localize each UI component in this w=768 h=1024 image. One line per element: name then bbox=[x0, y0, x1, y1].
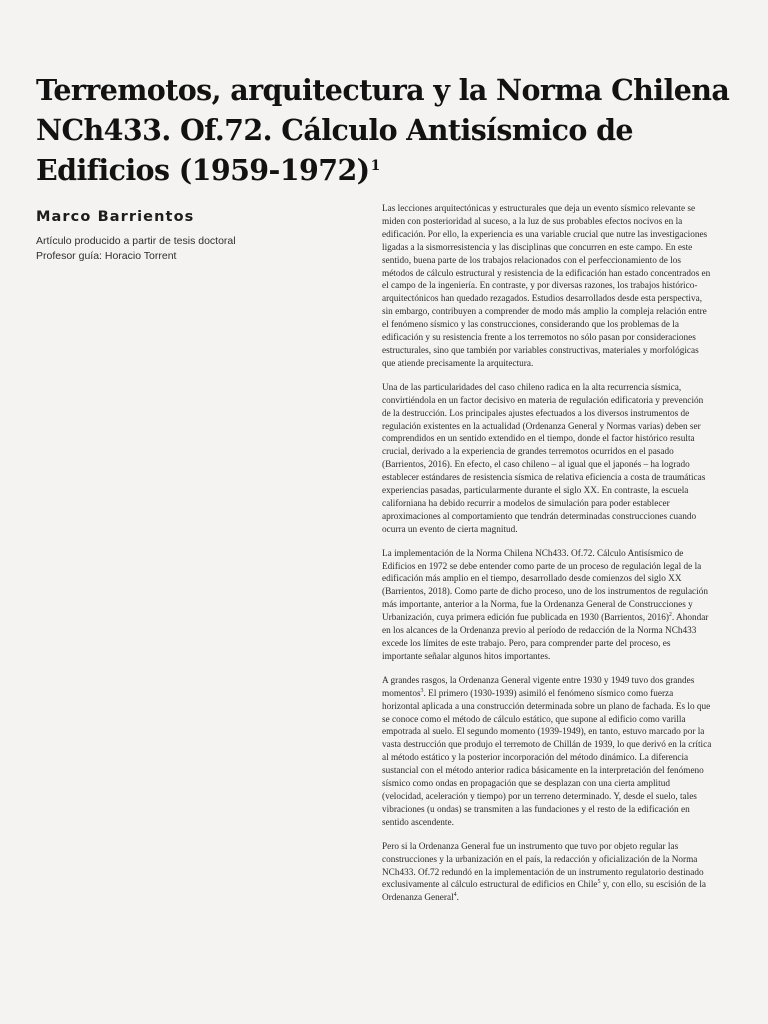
footnote-mark: 4 bbox=[453, 892, 457, 899]
paragraph-text: Una de las particularidades del caso chileno radica en la alta recurrencia sísmica, convirtiéndola en un factor decisivo en materia de regulación edificatoria y prevención de la destrucción. Los principales ajustes efectuados a los diversos instrumentos de regulación existentes en la actualidad (Ordenanza General y Normas varias) deben ser comprendidos en un sentido extendido en el tiempo, donde el factor histórico resulta crucial, derivado a la experiencia de grandes terremotos ocurridos en el pasado (Barrientos, 2016). En efecto, el caso chileno – al igual que el japonés – ha logrado establecer estándares de resistencia sísmica de relativa eficiencia a costa de traumáticas experiencias pasadas, particularmente durante el siglo XX. En contraste, la escuela californiana ha debido recurrir a modelos de simulación para poder establecer aproximaciones al comportamiento que tendrán determinadas construcciones cuando ocurra un evento de cierta magnitud. bbox=[382, 382, 706, 535]
paragraph bbox=[382, 548, 712, 664]
paragraph bbox=[382, 841, 712, 906]
body-text bbox=[382, 203, 712, 916]
page-title bbox=[36, 70, 736, 190]
footnote-mark: 2 bbox=[668, 612, 672, 619]
paragraph-text: Las lecciones arquitectónicas y estructurales que deja un evento sísmico relevante se miden con posterioridad al suceso, a la luz de sus probables efectos nocivos en la edificación. Por ello, la experiencia es una variable crucial que nutre las investigaciones ligadas a la sismorresistencia y las disciplinas que concurren en este campo. En este sentido, buena parte de los trabajos relacionados con el perfeccionamiento de los métodos de cálculo estructural y resistencia de la edificación han estado concentrados en el campo de la ingeniería. En contraste, y por diversas razones, los trabajos histórico-arquitectónicos han quedado rezagados. Estudios desarrollados desde esta perspectiva, sin embargo, contribuyen a comprender de modo más amplio la compleja relación entre el fenómeno sísmico y las construcciones, considerando que los problemas de la edificación y su resistencia frente a los terremotos no sólo pasan por consideraciones estructurales, sino que también por variables constructivas, materiales y morfológicas que atiende precisamente la arquitectura. bbox=[382, 204, 711, 369]
paragraph bbox=[382, 203, 712, 371]
paragraph-text: La implementación de la Norma Chilena NCh433. Of.72. Cálculo Antisísmico de Edificios en 1972 se debe entender como parte de un proceso de regulación legal de la edificación más amplio en el tiempo, desarrollado desde comienzos del siglo XX (Barrientos, 2018). Como parte de dicho proceso, uno de los instrumentos de regulación más importante, anterior a la Norma, fue la Ordenanza General de Construcciones y Urbanización, cuya primera edición fue publicada en 1930 (Barrientos, 2016) bbox=[382, 548, 708, 624]
footnote-mark: 3 bbox=[420, 687, 424, 694]
paragraph-text: y, con ello, su escisión de la Ordenanza General bbox=[382, 880, 706, 904]
paragraph-text: Pero si la Ordenanza General fue un instrumento que tuvo por objeto regular las construcciones y la urbanización en el país, la redacción y oficialización de la Norma NCh433. Of.72 redundó en la implementación de un instrumento regulatorio destinado exclusivamente al cálculo estructural de edificios en Chile bbox=[382, 841, 704, 891]
page-title-text: Terremotos, arquitectura y la Norma Chilena NCh433. Of.72. Cálculo Antisísmico de Edificios (1959-1972) bbox=[36, 73, 730, 187]
paragraph bbox=[382, 382, 712, 537]
title-footnote-mark: 1 bbox=[370, 157, 380, 174]
paragraph bbox=[382, 675, 712, 830]
paragraph-text: . El primero (1930-1939) asimiló el fenómeno sísmico como fuerza horizontal aplicada a una construcción determinada sobre un plano de fachada. Es lo que se conoce como el método de cálculo estático, que supone al edificio como varilla empotrada al suelo. El segundo momento (1939-1949), en tanto, estuvo marcado por la vasta destrucción que produjo el terremoto de Chillán de 1939, lo que derivó en la crítica al método estático y la posterior incorporación del método dinámico. La diferencia sustancial con el método anterior radica básicamente en la interpretación del fenómeno sísmico como ondas en propagación que se desplazan con una cierta amplitud (velocidad, aceleración y tiempo) por un terreno determinado. Y, desde el suelo, tales vibraciones (u ondas) se transmiten a las fundaciones y el resto de la edificación en sentido ascendente. bbox=[382, 688, 712, 828]
author-block bbox=[36, 209, 336, 264]
author-note-thesis: Artículo producido a partir de tesis doctoral bbox=[36, 235, 236, 247]
paragraph-text: . bbox=[456, 893, 459, 904]
author-name: Marco Barrientos bbox=[36, 209, 195, 225]
author-note-advisor: Profesor guía: Horacio Torrent bbox=[36, 250, 177, 262]
paragraph-text: A grandes rasgos, la Ordenanza General vigente entre 1930 y 1949 tuvo dos grandes momentos bbox=[382, 675, 695, 699]
footnote-mark: 5 bbox=[597, 879, 601, 886]
paragraph-text: . Ahondar en los alcances de la Ordenanza previo al período de redacción de la Norma NCh433 excede los límites de este trabajo. Pero, para comprender parte del proceso, es importante señalar algunos hitos importantes. bbox=[382, 613, 709, 662]
